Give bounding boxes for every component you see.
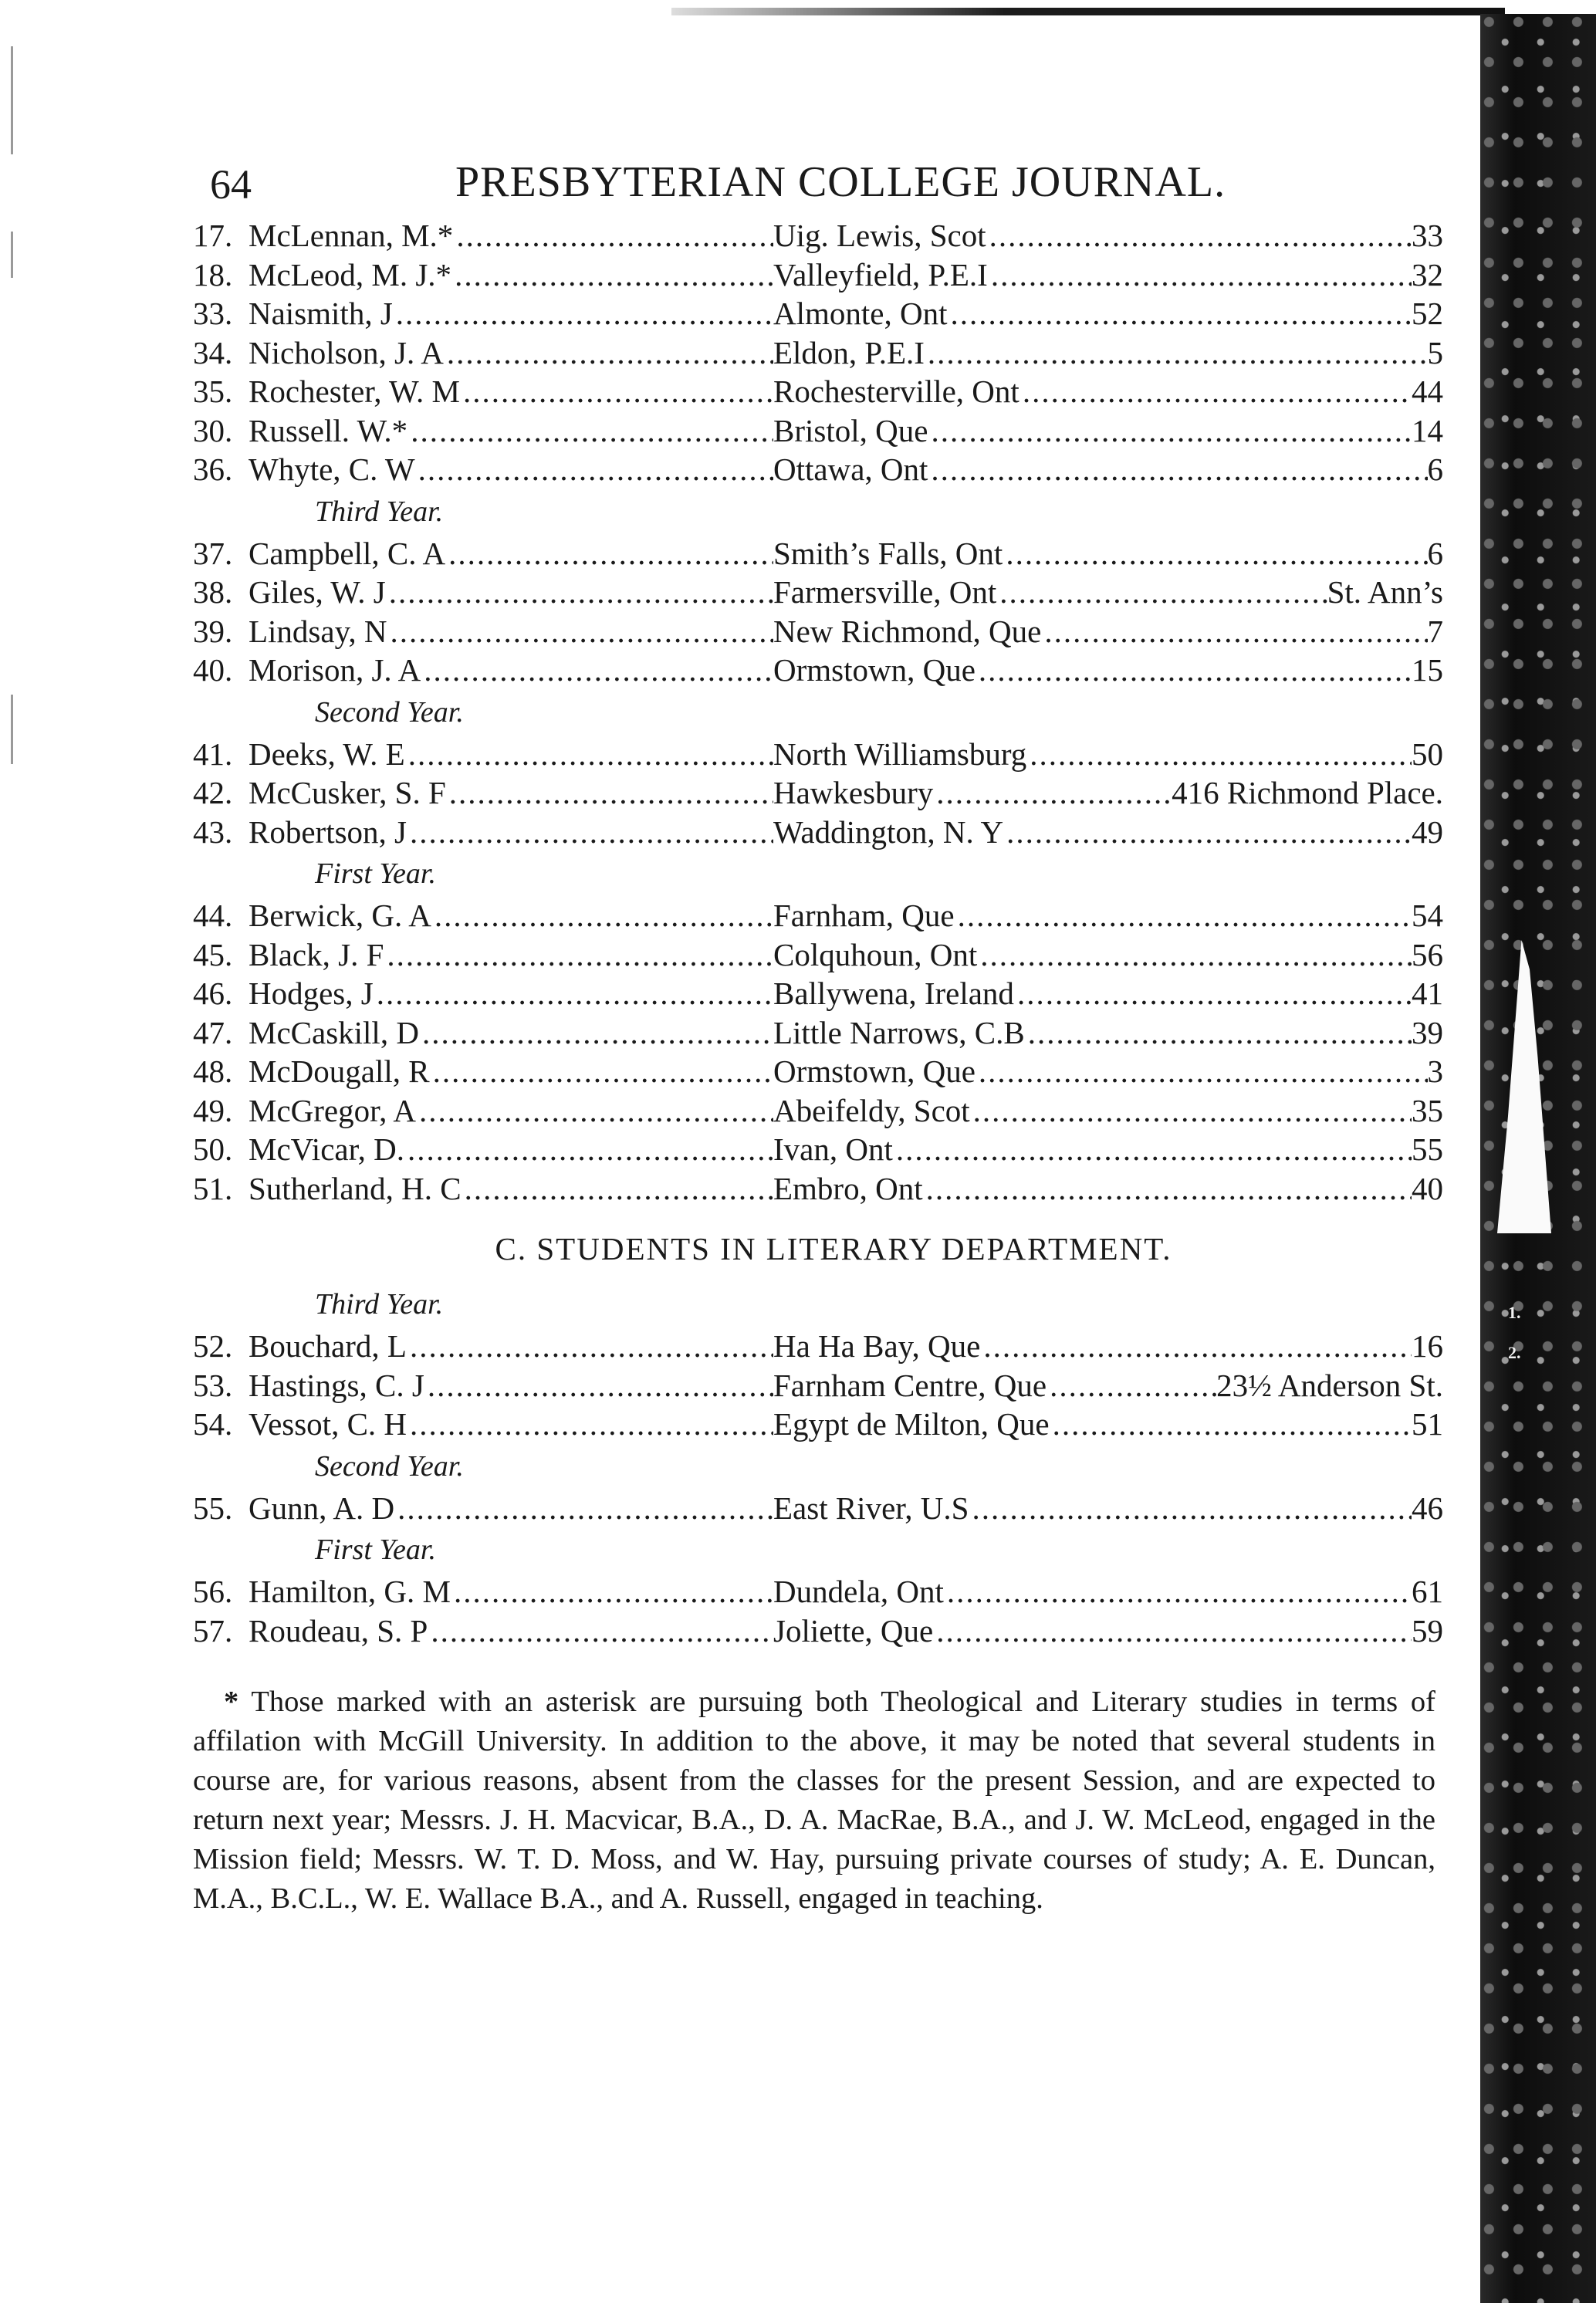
dot-leader bbox=[980, 1327, 1412, 1366]
entry-name-segment bbox=[249, 773, 773, 813]
entry-place-segment bbox=[773, 1366, 1216, 1405]
dot-leader bbox=[407, 1327, 773, 1366]
dot-leader bbox=[430, 1052, 773, 1091]
entry-name-segment bbox=[249, 1366, 773, 1405]
home-place: Ormstown, Que bbox=[773, 652, 976, 688]
entry-place-segment bbox=[773, 294, 1412, 333]
dot-leader bbox=[928, 411, 1412, 451]
entry-number: 52. bbox=[193, 1328, 233, 1364]
student-name: McLeod, M. J.* bbox=[249, 256, 452, 293]
dot-leader bbox=[955, 896, 1412, 935]
entry-name-segment bbox=[249, 294, 773, 333]
room-or-address: 41 bbox=[1412, 976, 1443, 1011]
dot-leader bbox=[988, 255, 1412, 295]
home-place: Valleyfield, P.E.I bbox=[773, 256, 988, 293]
student-name: Hodges, J bbox=[249, 976, 374, 1011]
entry-name-segment bbox=[249, 1572, 773, 1611]
entry-place-segment bbox=[773, 1572, 1412, 1611]
entry-name-segment bbox=[249, 612, 773, 651]
entry-name-segment bbox=[249, 935, 773, 975]
student-name: Naismith, J bbox=[249, 296, 393, 331]
dot-leader bbox=[1041, 612, 1427, 651]
entry-number: 43. bbox=[193, 813, 233, 850]
student-entry bbox=[193, 612, 1443, 651]
student-name: McLennan, M.* bbox=[249, 218, 454, 253]
scan-margin-mark bbox=[11, 232, 13, 278]
student-list-theological bbox=[193, 216, 1443, 1208]
year-subheading: First Year. bbox=[315, 1534, 436, 1566]
entry-name-segment bbox=[249, 1489, 773, 1528]
entry-name-segment bbox=[249, 1130, 773, 1169]
year-subheading: Second Year. bbox=[315, 695, 464, 729]
home-place: Joliette, Que bbox=[773, 1612, 934, 1649]
student-name: Roudeau, S. P bbox=[249, 1612, 428, 1649]
dot-leader bbox=[405, 735, 773, 774]
room-or-address: 7 bbox=[1427, 613, 1443, 649]
student-entry bbox=[193, 651, 1443, 690]
room-or-address: 15 bbox=[1412, 652, 1443, 688]
dot-leader bbox=[407, 813, 773, 852]
dot-leader bbox=[977, 935, 1412, 975]
student-entry bbox=[193, 896, 1443, 935]
student-entry bbox=[193, 974, 1443, 1013]
dot-leader bbox=[976, 651, 1412, 690]
edge-mark: 2. bbox=[1508, 1343, 1521, 1362]
student-name: Gunn, A. D bbox=[249, 1490, 395, 1526]
student-name: Sutherland, H. C bbox=[249, 1170, 462, 1206]
entry-number: 38. bbox=[193, 574, 233, 610]
student-name: Rochester, W. M bbox=[249, 374, 460, 409]
student-entry bbox=[193, 534, 1443, 573]
entry-name-segment bbox=[249, 372, 773, 411]
year-subheading: Third Year. bbox=[315, 1288, 444, 1321]
dot-leader bbox=[460, 372, 773, 411]
student-entry bbox=[193, 1366, 1443, 1405]
scan-top-rule bbox=[671, 8, 1505, 15]
student-name: Giles, W. J bbox=[249, 574, 386, 610]
entry-place-segment bbox=[773, 1091, 1412, 1131]
dot-leader bbox=[407, 1405, 773, 1444]
home-place: Ottawa, Ont bbox=[773, 451, 928, 487]
home-place: Abeifeldy, Scot bbox=[773, 1092, 970, 1128]
page-number: 64 bbox=[210, 161, 252, 208]
student-entry bbox=[193, 216, 1443, 255]
room-or-address: 56 bbox=[1412, 936, 1443, 972]
dot-leader bbox=[996, 573, 1327, 612]
entry-number: 36. bbox=[193, 451, 233, 487]
dot-leader bbox=[1025, 1013, 1412, 1053]
scan-margin-mark bbox=[11, 695, 13, 764]
entry-number: 51. bbox=[193, 1170, 233, 1206]
dot-leader bbox=[1050, 1405, 1412, 1444]
home-place: Smith’s Falls, Ont bbox=[773, 535, 1003, 571]
room-or-address: 46 bbox=[1412, 1490, 1443, 1526]
home-place: Egypt de Milton, Que bbox=[773, 1406, 1050, 1442]
entry-place-segment bbox=[773, 411, 1412, 451]
home-place: Farnham, Que bbox=[773, 898, 955, 933]
room-or-address: 54 bbox=[1412, 898, 1443, 933]
dot-leader bbox=[1047, 1366, 1216, 1405]
year-subheading: Third Year. bbox=[315, 495, 444, 528]
room-or-address: 35 bbox=[1412, 1092, 1443, 1128]
home-place: Almonte, Ont bbox=[773, 296, 948, 331]
room-or-address: 6 bbox=[1427, 451, 1443, 487]
home-place: North Williamsburg bbox=[773, 736, 1027, 772]
dot-leader bbox=[923, 1169, 1412, 1209]
entry-place-segment bbox=[773, 450, 1428, 489]
entry-name-segment bbox=[249, 534, 773, 573]
entry-number: 54. bbox=[193, 1406, 233, 1442]
room-or-address: 3 bbox=[1427, 1053, 1443, 1089]
dot-leader bbox=[944, 1572, 1412, 1611]
student-entry bbox=[193, 372, 1443, 411]
dot-leader bbox=[407, 411, 773, 451]
entry-place-segment bbox=[773, 1013, 1412, 1053]
entry-number: 34. bbox=[193, 334, 233, 370]
dot-leader bbox=[394, 1489, 773, 1528]
scan-dark-edge bbox=[1480, 14, 1596, 2303]
entry-name-segment bbox=[249, 1091, 773, 1131]
entry-number: 50. bbox=[193, 1131, 233, 1167]
student-entry bbox=[193, 1327, 1443, 1366]
room-or-address: 14 bbox=[1412, 412, 1443, 448]
dot-leader bbox=[1014, 974, 1412, 1013]
student-name: Black, J. F bbox=[249, 936, 384, 972]
student-list-literary bbox=[193, 1282, 1443, 1650]
room-or-address: 44 bbox=[1412, 374, 1443, 409]
dot-leader bbox=[445, 534, 773, 573]
home-place: Hawkesbury bbox=[773, 775, 934, 810]
entry-place-segment bbox=[773, 1052, 1428, 1091]
entry-name-segment bbox=[249, 813, 773, 852]
home-place: Ha Ha Bay, Que bbox=[773, 1328, 981, 1364]
room-or-address: 40 bbox=[1412, 1170, 1443, 1206]
entry-number: 57. bbox=[193, 1612, 233, 1649]
student-name: McDougall, R bbox=[249, 1053, 430, 1089]
dot-leader bbox=[444, 333, 773, 373]
student-name: Whyte, C. W bbox=[249, 451, 415, 487]
student-entry bbox=[193, 935, 1443, 975]
home-place: Colquhoun, Ont bbox=[773, 936, 978, 972]
entry-name-segment bbox=[249, 1013, 773, 1053]
entry-place-segment bbox=[773, 612, 1428, 651]
student-name: Berwick, G. A bbox=[249, 898, 431, 933]
dot-leader bbox=[416, 1091, 773, 1131]
dot-leader bbox=[428, 1611, 773, 1651]
entry-name-segment bbox=[249, 1169, 773, 1209]
student-entry bbox=[193, 573, 1443, 612]
entry-name-segment bbox=[249, 735, 773, 774]
entry-number: 33. bbox=[193, 296, 233, 331]
student-entry bbox=[193, 450, 1443, 489]
entry-number: 40. bbox=[193, 652, 233, 688]
student-name: McGregor, A bbox=[249, 1092, 416, 1128]
entry-number: 42. bbox=[193, 775, 233, 810]
dot-leader bbox=[419, 1013, 773, 1053]
journal-page bbox=[193, 147, 1443, 1949]
student-name: Hastings, C. J bbox=[249, 1367, 424, 1403]
student-entry bbox=[193, 411, 1443, 451]
room-or-address: 5 bbox=[1427, 334, 1443, 370]
room-or-address: 16 bbox=[1412, 1328, 1443, 1364]
home-place: Ormstown, Que bbox=[773, 1053, 976, 1089]
entry-name-segment bbox=[249, 216, 773, 255]
entry-name-segment bbox=[249, 333, 773, 373]
student-entry bbox=[193, 773, 1443, 813]
home-place: Dundela, Ont bbox=[773, 1574, 944, 1609]
entry-number: 46. bbox=[193, 976, 233, 1011]
home-place: Rochesterville, Ont bbox=[773, 374, 1019, 409]
scan-margin-mark bbox=[11, 46, 13, 154]
entry-number: 35. bbox=[193, 374, 233, 409]
entry-number: 48. bbox=[193, 1053, 233, 1089]
dot-leader bbox=[384, 935, 773, 975]
entry-name-segment bbox=[249, 450, 773, 489]
dot-leader bbox=[424, 1366, 773, 1405]
dot-leader bbox=[393, 294, 773, 333]
entry-name-segment bbox=[249, 255, 773, 295]
entry-number: 37. bbox=[193, 535, 233, 571]
student-name: Russell. W.* bbox=[249, 412, 408, 448]
entry-place-segment bbox=[773, 1130, 1412, 1169]
dot-leader bbox=[969, 1489, 1412, 1528]
entry-number: 39. bbox=[193, 613, 233, 649]
entry-number: 47. bbox=[193, 1014, 233, 1050]
entry-name-segment bbox=[249, 1611, 773, 1651]
entry-place-segment bbox=[773, 1405, 1412, 1444]
student-name: Deeks, W. E bbox=[249, 736, 405, 772]
entry-name-segment bbox=[249, 1052, 773, 1091]
dot-leader bbox=[453, 216, 773, 255]
dot-leader bbox=[925, 333, 1428, 373]
dot-leader bbox=[947, 294, 1412, 333]
footnote-text: Those marked with an asterisk are pursuing both Theological and Literary studies in terms of affilation with McGill University. In addition to the above, it may be noted that several students in course are, for various reasons, absent from the classes for the present Session, and are expected to return next year; Messrs. J. H. Macvicar, B.A., D. A. MacRae, B.A., and J. W. McLeod, engaged in the Mission field; Messrs. W. T. D. Moss, and W. Hay, pursuing private courses of study; A. E. Duncan, M.A., B.C.L., W. E. Wallace B.A., and A. Russell, engaged in teaching. bbox=[193, 1686, 1436, 1915]
entry-name-segment bbox=[249, 651, 773, 690]
section-heading: C. STUDENTS IN LITERARY DEPARTMENT. bbox=[495, 1231, 1172, 1266]
home-place: Eldon, P.E.I bbox=[773, 334, 925, 370]
dot-leader bbox=[387, 612, 773, 651]
scan-tear bbox=[1497, 940, 1551, 1233]
student-name: Nicholson, J. A bbox=[249, 334, 444, 370]
dot-leader bbox=[386, 573, 773, 612]
room-or-address: 416 Richmond Place. bbox=[1172, 775, 1443, 810]
entry-place-segment bbox=[773, 651, 1412, 690]
dot-leader bbox=[462, 1169, 773, 1209]
student-entry bbox=[193, 1572, 1443, 1611]
home-place: Uig. Lewis, Scot bbox=[773, 218, 986, 253]
entry-place-segment bbox=[773, 372, 1412, 411]
entry-number: 56. bbox=[193, 1574, 233, 1609]
entry-number: 45. bbox=[193, 936, 233, 972]
student-name: McCusker, S. F bbox=[249, 775, 446, 810]
room-or-address: 39 bbox=[1412, 1014, 1443, 1050]
room-or-address: 6 bbox=[1427, 535, 1443, 571]
dot-leader bbox=[970, 1091, 1412, 1131]
student-entry bbox=[193, 813, 1443, 852]
entry-name-segment bbox=[249, 573, 773, 612]
home-place: Little Narrows, C.B bbox=[773, 1014, 1025, 1050]
entry-place-segment bbox=[773, 573, 1327, 612]
entry-place-segment bbox=[773, 813, 1412, 852]
entry-place-segment bbox=[773, 974, 1412, 1013]
dot-leader bbox=[1026, 735, 1412, 774]
room-or-address: 52 bbox=[1412, 296, 1443, 331]
student-entry bbox=[193, 1405, 1443, 1444]
entry-name-segment bbox=[249, 411, 773, 451]
dot-leader bbox=[1003, 534, 1427, 573]
room-or-address: 61 bbox=[1412, 1574, 1443, 1609]
entry-place-segment bbox=[773, 773, 1172, 813]
dot-leader bbox=[451, 1572, 773, 1611]
entry-place-segment bbox=[773, 1611, 1412, 1651]
entry-number: 49. bbox=[193, 1092, 233, 1128]
room-or-address: 49 bbox=[1412, 813, 1443, 850]
room-or-address: 23½ Anderson St. bbox=[1216, 1367, 1443, 1403]
home-place: Bristol, Que bbox=[773, 412, 928, 448]
entry-name-segment bbox=[249, 896, 773, 935]
student-name: Bouchard, L bbox=[249, 1328, 407, 1364]
student-name: Morison, J. A bbox=[249, 652, 421, 688]
room-or-address: 51 bbox=[1412, 1406, 1443, 1442]
dot-leader bbox=[446, 773, 773, 813]
dot-leader bbox=[986, 216, 1412, 255]
year-subheading: Second Year. bbox=[315, 1449, 464, 1483]
entry-place-segment bbox=[773, 1327, 1412, 1366]
student-entry bbox=[193, 1091, 1443, 1131]
student-entry bbox=[193, 255, 1443, 295]
student-entry bbox=[193, 1489, 1443, 1528]
home-place: Ballywena, Ireland bbox=[773, 976, 1014, 1011]
student-name: Vessot, C. H bbox=[249, 1406, 407, 1442]
entry-name-segment bbox=[249, 974, 773, 1013]
footnote-marker: * bbox=[224, 1686, 239, 1718]
dot-leader bbox=[415, 450, 773, 489]
home-place: Waddington, N. Y bbox=[773, 813, 1004, 850]
entry-number: 18. bbox=[193, 256, 233, 293]
entry-place-segment bbox=[773, 1169, 1412, 1209]
room-or-address: 55 bbox=[1412, 1131, 1443, 1167]
student-name: Robertson, J bbox=[249, 813, 407, 850]
entry-place-segment bbox=[773, 1489, 1412, 1528]
room-or-address: 33 bbox=[1412, 218, 1443, 253]
student-name: McVicar, D. bbox=[249, 1131, 404, 1167]
dot-leader bbox=[933, 773, 1172, 813]
home-place: East River, U.S bbox=[773, 1490, 969, 1526]
student-entry bbox=[193, 1611, 1443, 1651]
student-entry bbox=[193, 1130, 1443, 1169]
room-or-address: 32 bbox=[1412, 256, 1443, 293]
entry-name-segment bbox=[249, 1405, 773, 1444]
student-name: Campbell, C. A bbox=[249, 535, 446, 571]
student-entry bbox=[193, 1169, 1443, 1209]
student-entry bbox=[193, 1052, 1443, 1091]
entry-place-segment bbox=[773, 216, 1412, 255]
home-place: Farnham Centre, Que bbox=[773, 1367, 1047, 1403]
running-head bbox=[193, 147, 1443, 216]
edge-mark: 1. bbox=[1508, 1303, 1521, 1322]
entry-place-segment bbox=[773, 935, 1412, 975]
room-or-address: St. Ann’s bbox=[1327, 574, 1443, 610]
student-name: McCaskill, D bbox=[249, 1014, 419, 1050]
dot-leader bbox=[933, 1611, 1412, 1651]
entry-number: 55. bbox=[193, 1490, 233, 1526]
footnote bbox=[193, 1682, 1435, 1919]
entry-place-segment bbox=[773, 333, 1428, 373]
dot-leader bbox=[404, 1130, 773, 1169]
student-name: Hamilton, G. M bbox=[249, 1574, 451, 1609]
dot-leader bbox=[451, 255, 773, 295]
entry-place-segment bbox=[773, 896, 1412, 935]
entry-number: 44. bbox=[193, 898, 233, 933]
entry-number: 30. bbox=[193, 412, 233, 448]
year-subheading: First Year. bbox=[315, 857, 436, 890]
entry-number: 17. bbox=[193, 218, 233, 253]
home-place: Ivan, Ont bbox=[773, 1131, 893, 1167]
entry-place-segment bbox=[773, 735, 1412, 774]
home-place: New Richmond, Que bbox=[773, 613, 1042, 649]
student-entry bbox=[193, 1013, 1443, 1053]
student-entry bbox=[193, 333, 1443, 373]
room-or-address: 50 bbox=[1412, 736, 1443, 772]
home-place: Embro, Ont bbox=[773, 1170, 923, 1206]
dot-leader bbox=[928, 450, 1427, 489]
home-place: Farmersville, Ont bbox=[773, 574, 997, 610]
student-name: Lindsay, N bbox=[249, 613, 387, 649]
dot-leader bbox=[431, 896, 773, 935]
entry-name-segment bbox=[249, 1327, 773, 1366]
dot-leader bbox=[421, 651, 773, 690]
entry-number: 53. bbox=[193, 1367, 233, 1403]
entry-place-segment bbox=[773, 255, 1412, 295]
dot-leader bbox=[1019, 372, 1412, 411]
dot-leader bbox=[976, 1052, 1428, 1091]
entry-number: 41. bbox=[193, 736, 233, 772]
room-or-address: 59 bbox=[1412, 1612, 1443, 1649]
student-entry bbox=[193, 735, 1443, 774]
dot-leader bbox=[374, 974, 773, 1013]
dot-leader bbox=[1003, 813, 1412, 852]
dot-leader bbox=[893, 1130, 1412, 1169]
entry-place-segment bbox=[773, 534, 1428, 573]
student-entry bbox=[193, 294, 1443, 333]
journal-title: PRESBYTERIAN COLLEGE JOURNAL. bbox=[455, 158, 1226, 206]
